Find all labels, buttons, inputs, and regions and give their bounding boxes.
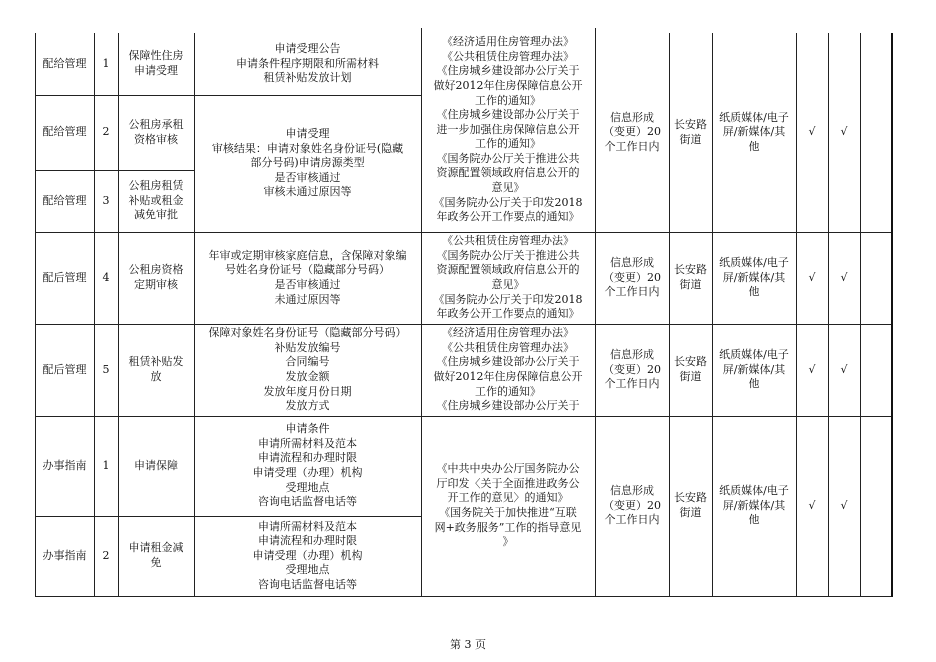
item-line: 申请租金减 — [128, 541, 184, 555]
checkmark: √ — [840, 362, 848, 376]
channel-cell — [712, 33, 796, 232]
basis-line: 开工作的意见〉的通知》 — [447, 491, 569, 505]
subject-cell — [669, 416, 712, 596]
subject-cell — [669, 33, 712, 232]
basis-line: 意见》 — [491, 181, 525, 195]
basis-line: 《国务院关于加快推进“互联 — [439, 506, 577, 519]
policy-basis-cell — [421, 232, 595, 324]
time-line: 信息形成 — [610, 110, 654, 124]
time-line: 信息形成 — [610, 348, 654, 362]
content-line: 申请条件 — [285, 422, 330, 436]
checkmark: √ — [808, 125, 816, 139]
number-cell — [94, 324, 118, 416]
content-line: 部分号码)申请房源类型 — [250, 156, 365, 170]
page-footer: 第 3 页 — [450, 638, 486, 651]
subject-line: 街道 — [679, 132, 702, 146]
item-line: 申请保障 — [134, 458, 178, 472]
content-line: 申请所需材料及范本 — [258, 436, 357, 450]
channel-line: 他 — [748, 139, 760, 153]
channel-cell — [712, 416, 796, 596]
content-cell — [194, 516, 421, 596]
content-line: 受理地点 — [285, 563, 330, 577]
number-cell — [94, 416, 118, 516]
basis-line: 工作的通知》 — [475, 384, 541, 398]
time-line: 信息形成 — [610, 484, 654, 498]
item-line: 保障性住房 — [128, 49, 184, 63]
content-line: 号姓名身份证号（隐藏部分号码） — [225, 263, 390, 277]
time-limit-cell — [595, 324, 669, 416]
content-line: 未通过原因等 — [274, 292, 341, 306]
content-line: 咨询电话监督电话等 — [258, 577, 357, 591]
check-cell — [796, 232, 828, 324]
grid-line — [828, 33, 829, 596]
number-text: 1 — [102, 458, 110, 472]
time-line: （变更）20 — [603, 270, 661, 284]
category-cell — [35, 33, 94, 95]
check-cell — [828, 232, 860, 324]
number-text: 2 — [102, 125, 110, 139]
content-cell — [194, 416, 421, 516]
number-cell — [94, 33, 118, 95]
channel-line: 屏/新媒体/其 — [722, 270, 786, 284]
grid-line — [712, 33, 713, 596]
basis-line: 《公共租赁住房管理办法》 — [442, 340, 574, 354]
checkmark: √ — [840, 125, 848, 139]
check-cell — [796, 416, 828, 596]
grid-line — [891, 33, 893, 597]
subject-line: 街道 — [679, 370, 702, 383]
category-text: 配后管理 — [42, 362, 87, 376]
channel-line: 纸质媒体/电子 — [719, 110, 789, 124]
content-line: 合同编号 — [285, 355, 330, 369]
grid-line — [35, 170, 194, 171]
check-cell — [828, 324, 860, 416]
time-line: （变更）20 — [603, 362, 661, 376]
category-cell — [35, 95, 94, 170]
grid-line — [35, 232, 892, 233]
checkmark: √ — [840, 270, 848, 284]
grid-line — [35, 324, 892, 325]
check-cell — [828, 416, 860, 596]
item-cell — [118, 416, 194, 516]
grid-line — [35, 596, 892, 597]
item-cell — [118, 95, 194, 170]
number-cell — [94, 170, 118, 232]
check-cell — [796, 324, 828, 416]
content-line: 审核未通过原因等 — [263, 185, 352, 199]
content-line: 咨询电话监督电话等 — [258, 495, 357, 509]
item-cell — [118, 170, 194, 232]
item-line: 公租房资格 — [128, 263, 184, 277]
item-line: 放 — [150, 370, 162, 383]
channel-cell — [712, 324, 796, 416]
number-text: 2 — [102, 548, 110, 562]
grid-line — [35, 416, 892, 417]
category-cell — [35, 416, 94, 516]
grid-line — [118, 33, 119, 596]
content-line: 申请条件程序期限和所需材料 — [236, 56, 379, 70]
content-cell — [194, 232, 421, 324]
channel-line: 他 — [748, 285, 760, 299]
basis-line: 资源配置领域政府信息公开的 — [436, 166, 580, 180]
item-line: 申请受理 — [134, 64, 178, 77]
subject-line: 长安路 — [674, 355, 707, 369]
item-line: 租赁补贴发 — [128, 355, 184, 369]
grid-line — [796, 33, 797, 596]
category-text: 配后管理 — [42, 270, 87, 284]
item-line: 减免审批 — [134, 208, 178, 222]
content-line: 发放方式 — [285, 399, 330, 413]
channel-line: 纸质媒体/电子 — [719, 256, 789, 270]
content-line: 申请受理 — [285, 127, 330, 141]
basis-line: 进一步加强住房保障信息公开 — [436, 122, 580, 136]
subject-cell — [669, 324, 712, 416]
item-line: 免 — [150, 556, 162, 569]
number-text: 3 — [102, 193, 110, 207]
content-line: 申请流程和办理时限 — [258, 451, 357, 465]
number-text: 5 — [102, 362, 110, 376]
basis-line: 做好2012年住房保障信息公开 — [433, 370, 583, 383]
time-line: （变更）20 — [603, 125, 661, 139]
grid-line — [35, 516, 421, 517]
content-line: 年审或定期审核家庭信息，含保障对象编 — [208, 248, 407, 262]
grid-line — [421, 28, 422, 596]
grid-line — [194, 33, 195, 596]
number-text: 4 — [102, 270, 110, 284]
content-line: 是否审核通过 — [274, 278, 341, 291]
check-cell — [796, 33, 828, 232]
item-line: 公租房承租 — [128, 117, 184, 131]
content-line: 是否审核通过 — [274, 170, 341, 184]
basis-line: 《公共租赁住房管理办法》 — [442, 49, 574, 63]
category-text: 配给管理 — [42, 125, 87, 139]
subject-line: 长安路 — [674, 263, 707, 277]
basis-line: 意见》 — [491, 278, 525, 291]
content-cell — [194, 95, 421, 232]
basis-line: 工作的通知》 — [475, 137, 541, 151]
channel-line: 纸质媒体/电子 — [719, 348, 789, 362]
basis-line: 工作的通知》 — [475, 93, 541, 107]
checkmark: √ — [808, 270, 816, 284]
content-line: 申请受理（办理）机构 — [252, 548, 363, 562]
grid-line — [669, 33, 670, 596]
basis-line: 年政务公开工作要点的通知》 — [436, 307, 580, 321]
basis-line: 《经济适用住房管理办法》 — [442, 35, 574, 49]
subject-cell — [669, 232, 712, 324]
channel-cell — [712, 232, 796, 324]
category-cell — [35, 516, 94, 596]
time-line: 个工作日内 — [604, 139, 660, 153]
policy-basis-cell — [421, 28, 595, 232]
basis-line: 做好2012年住房保障信息公开 — [433, 78, 583, 92]
category-text: 配给管理 — [42, 56, 87, 70]
category-cell — [35, 170, 94, 232]
content-cell — [194, 33, 421, 95]
content-line: 申请受理公告 — [274, 42, 341, 56]
channel-line: 屏/新媒体/其 — [722, 125, 786, 139]
time-line: 个工作日内 — [604, 513, 660, 527]
time-line: 个工作日内 — [604, 377, 660, 391]
subject-line: 长安路 — [674, 491, 707, 505]
item-line: 资格审核 — [134, 132, 178, 146]
channel-line: 屏/新媒体/其 — [722, 362, 786, 376]
basis-line: 《经济适用住房管理办法》 — [442, 326, 574, 340]
check-cell — [828, 33, 860, 232]
time-line: 信息形成 — [610, 256, 654, 270]
content-line: 申请所需材料及范本 — [258, 519, 357, 533]
basis-line: 《住房城乡建设部办公厅关于 — [436, 108, 580, 122]
basis-line: 网+政务服务”工作的指导意见 — [434, 520, 582, 534]
content-line: 保障对象姓名身份证号（隐藏部分号码） — [208, 326, 407, 340]
time-line: （变更）20 — [603, 498, 661, 512]
subject-line: 街道 — [679, 278, 702, 291]
content-line: 审核结果：申请对象姓名身份证号(隐藏 — [211, 141, 404, 155]
time-line: 个工作日内 — [604, 285, 660, 299]
policy-basis-cell — [421, 416, 595, 596]
basis-line: 《国务院办公厅关于印发2018 — [433, 195, 583, 209]
basis-line: 《国务院办公厅关于推进公共 — [436, 151, 580, 165]
basis-line: 厅印发〈关于全面推进政务公 — [436, 476, 580, 490]
item-line: 公租房租赁 — [128, 179, 184, 193]
grid-line — [35, 95, 421, 96]
channel-line: 纸质媒体/电子 — [719, 484, 789, 498]
channel-line: 他 — [748, 513, 760, 527]
basis-line: 》 — [502, 535, 514, 549]
time-limit-cell — [595, 416, 669, 596]
content-line: 租赁补贴发放计划 — [263, 71, 352, 85]
basis-line: 《国务院办公厅关于印发2018 — [433, 292, 583, 306]
subject-line: 长安路 — [674, 117, 707, 131]
category-cell — [35, 232, 94, 324]
channel-line: 他 — [748, 377, 760, 391]
grid-line — [860, 33, 861, 596]
channel-line: 屏/新媒体/其 — [722, 498, 786, 512]
grid-line — [35, 33, 36, 596]
basis-line: 《国务院办公厅关于推进公共 — [436, 248, 580, 262]
number-cell — [94, 516, 118, 596]
number-text: 1 — [102, 56, 110, 70]
subject-line: 街道 — [679, 506, 702, 519]
item-line: 定期审核 — [134, 278, 178, 291]
content-cell — [194, 324, 421, 416]
time-limit-cell — [595, 232, 669, 324]
content-line: 受理地点 — [285, 480, 330, 494]
item-cell — [118, 324, 194, 416]
number-cell — [94, 232, 118, 324]
basis-line: 《住房城乡建设部办公厅关于 — [436, 399, 580, 413]
number-cell — [94, 95, 118, 170]
content-line: 申请流程和办理时限 — [258, 534, 357, 548]
content-line: 发放年度月份日期 — [263, 384, 352, 398]
content-line: 发放金额 — [285, 370, 330, 383]
checkmark: √ — [808, 362, 816, 376]
category-text: 办事指南 — [42, 548, 87, 562]
item-cell — [118, 232, 194, 324]
grid-line — [94, 33, 95, 596]
item-line: 补贴或租金 — [128, 193, 184, 207]
grid-line — [595, 28, 596, 596]
category-text: 配给管理 — [42, 193, 87, 207]
basis-line: 《中共中央办公厅国务院办公 — [436, 462, 580, 476]
content-line: 补贴发放编号 — [274, 340, 341, 354]
category-text: 办事指南 — [42, 458, 87, 472]
item-cell — [118, 516, 194, 596]
basis-line: 《公共租赁住房管理办法》 — [442, 234, 574, 248]
content-line: 申请受理（办理）机构 — [252, 466, 363, 479]
checkmark: √ — [840, 498, 848, 512]
category-cell — [35, 324, 94, 416]
checkmark: √ — [808, 498, 816, 512]
basis-line: 《住房城乡建设部办公厅关于 — [436, 355, 580, 369]
time-limit-cell — [595, 33, 669, 232]
policy-basis-cell — [421, 324, 595, 416]
basis-line: 年政务公开工作要点的通知》 — [436, 210, 580, 224]
item-cell — [118, 33, 194, 95]
basis-line: 《住房城乡建设部办公厅关于 — [436, 64, 580, 78]
basis-line: 资源配置领域政府信息公开的 — [436, 263, 580, 277]
